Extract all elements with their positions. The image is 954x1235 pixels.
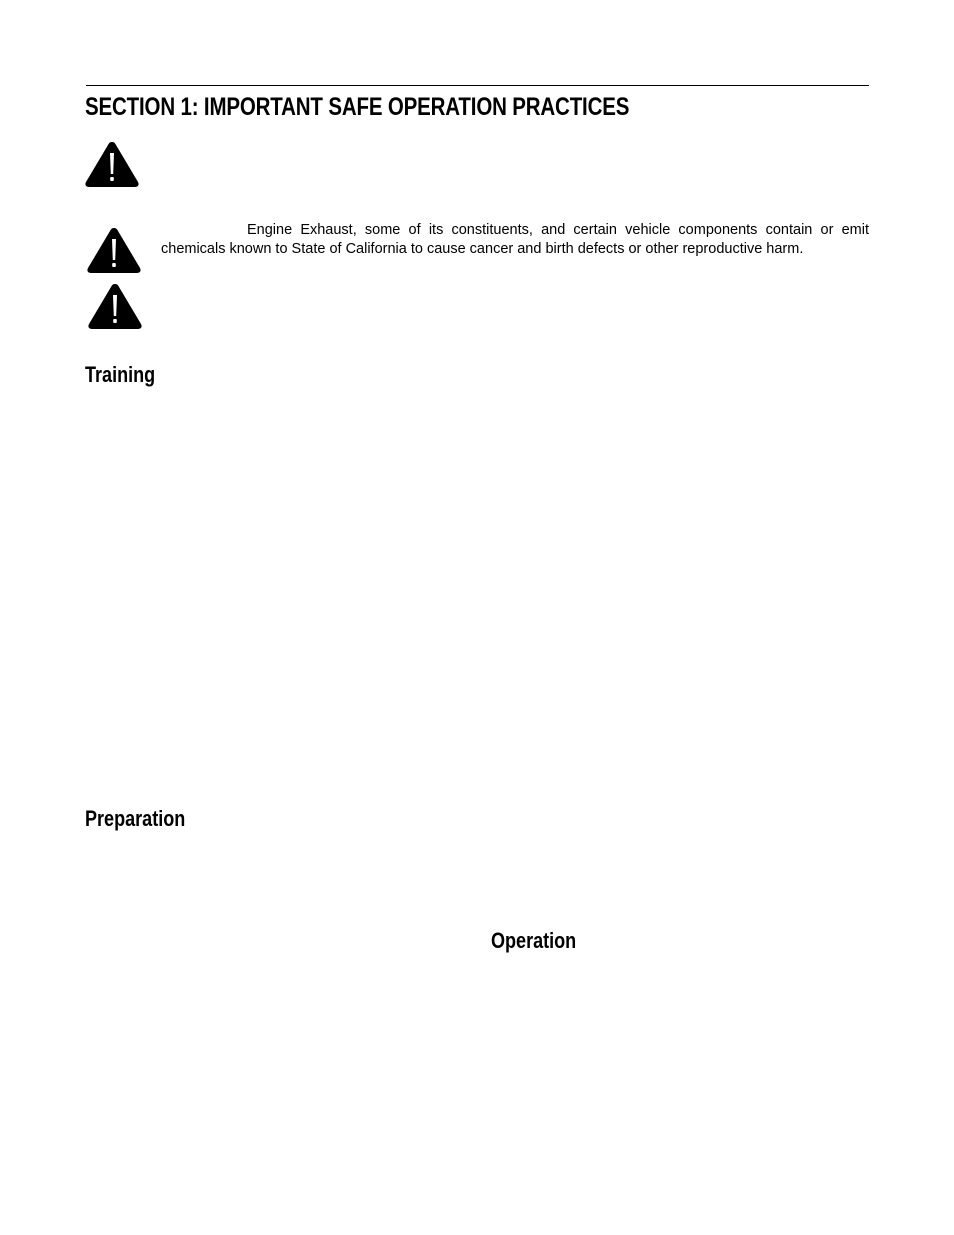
section-title: SECTION 1: IMPORTANT SAFE OPERATION PRACTICES — [85, 93, 630, 121]
warning-triangle-icon — [84, 140, 140, 188]
california-warning-text — [161, 221, 869, 259]
warning-triangle-icon — [87, 282, 143, 330]
top-rule — [86, 85, 869, 86]
warning-text-line2: chemicals known to State of California to cause cancer and birth defects or other reproductive harm. — [161, 241, 804, 257]
heading-preparation: Preparation — [85, 806, 186, 831]
heading-operation: Operation — [491, 928, 577, 953]
warning-text-line1: Engine Exhaust, some of its constituents, and certain vehicle components contain or emit — [247, 222, 869, 238]
warning-triangle-icon — [86, 226, 142, 274]
heading-training: Training — [85, 362, 156, 387]
